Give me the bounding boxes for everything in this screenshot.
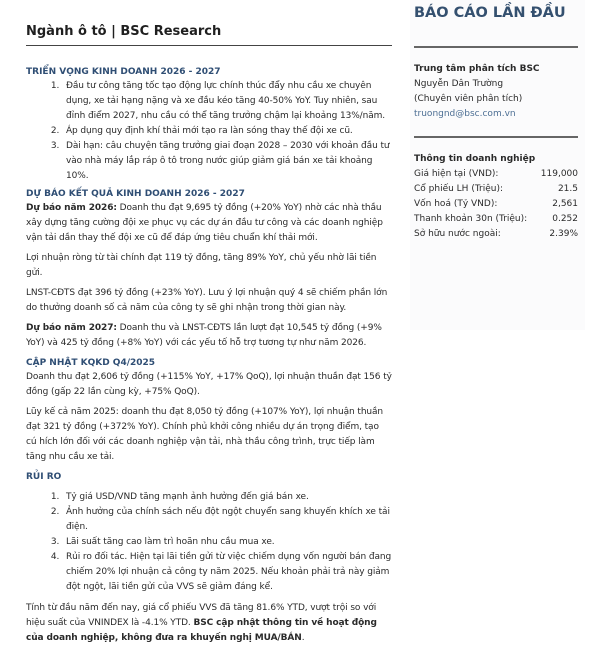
outlook-list bbox=[46, 79, 392, 184]
info-row bbox=[414, 212, 578, 227]
analyst-role: (Chuyên viên phân tích) bbox=[414, 94, 523, 104]
main-content bbox=[26, 24, 392, 646]
text: Doanh thu đạt 9,695 tỷ đồng (+20% YoY) nhờ các nhà thầu xây dựng tăng cường đội xe phục vụ các dự án đầu tư công và các doanh nghiệp vận tải dần thay thế đội xe cũ để đáp ứng tiêu chuẩn khí thải mới. bbox=[26, 203, 383, 243]
page-title: Ngành ô tô | BSC Research bbox=[26, 24, 392, 46]
list-item: 3. Dài hạn: câu chuyện tăng trưởng giai đoạn 2028 – 2030 với khoản đầu tư vào nhà máy lắp ráp ô tô trong nước giúp giảm giá bán xe tải khoảng 10%. bbox=[62, 139, 392, 184]
analyst-info bbox=[414, 62, 578, 122]
info-value: 21.5 bbox=[557, 184, 578, 194]
info-label: Cổ phiếu LH (Triệu): bbox=[414, 184, 503, 194]
info-row bbox=[414, 227, 578, 242]
list-item: 2. Ảnh hưởng của chính sách nếu đột ngột chuyển sang khuyến khích xe tải điện. bbox=[62, 505, 392, 535]
label: Dự báo năm 2027: bbox=[26, 323, 117, 333]
info-label: Vốn hoá (Tỷ VND): bbox=[414, 199, 498, 209]
risks-list bbox=[46, 490, 392, 595]
outlook-heading: TRIỂN VỌNG KINH DOANH 2026 - 2027 bbox=[26, 67, 221, 77]
info-label: Sở hữu nước ngoài: bbox=[414, 229, 501, 239]
analyst-org: Trung tâm phân tích BSC bbox=[414, 64, 540, 74]
company-info-heading: Thông tin doanh nghiệp bbox=[414, 154, 536, 164]
info-value: 2.39% bbox=[549, 229, 578, 239]
financial-income: Lợi nhuận ròng từ tài chính đạt 119 tỷ đồng, tăng 89% YoY, chủ yếu nhờ lãi tiền gửi. bbox=[26, 253, 377, 278]
divider bbox=[414, 46, 578, 48]
update-heading: CẬP NHẬT KQKD Q4/2025 bbox=[26, 358, 156, 368]
list-item: 2. Áp dụng quy định khí thải mới tạo ra làn sóng thay thế đội xe cũ. bbox=[62, 124, 392, 139]
list-item: 1. Tỷ giá USD/VND tăng mạnh ảnh hưởng đến giá bán xe. bbox=[62, 490, 392, 505]
list-item: 1. Đầu tư công tăng tốc tạo động lực chính thúc đẩy nhu cầu xe chuyên dụng, xe tải hạng nặng và xe đầu kéo tăng 40-50% YoY. Tuy nhiên, sau đỉnh điểm 2027, nhu cầu có thể tăng trưởng chậm lại khoảng 13%/năm. bbox=[62, 79, 392, 124]
bold-text: BSC cập nhật thông tin về hoạt động của doanh nghiệp, không đưa ra khuyến nghị MUA/BÁN bbox=[26, 618, 377, 643]
text: Tính từ đầu năm đến nay, giá cổ phiếu VVS đã tăng 81.6% YTD, vượt trội so với hiệu suất của VNINDEX là -4.1% YTD. bbox=[26, 603, 377, 628]
lnst-forecast: LNST-CĐTS đạt 396 tỷ đồng (+23% YoY). Lưu ý lợi nhuận quý 4 sẽ chiếm phần lớn do thưởng doanh số cả năm của công ty sẽ ghi nhận trong thời gian này. bbox=[26, 288, 388, 313]
list-item: 4. Rủi ro đối tác. Hiện tại lãi tiền gửi từ việc chiếm dụng vốn người bán đang chiếm 20% lợi nhuận cả công ty năm 2025. Nếu khoản phải trả này giảm đột ngột, lãi tiền gửi của VVS sẽ giảm đáng kể. bbox=[62, 550, 392, 595]
sidebar-panel bbox=[410, 0, 585, 330]
info-row bbox=[414, 167, 578, 182]
info-value: 0.252 bbox=[552, 214, 578, 224]
divider bbox=[414, 136, 578, 138]
info-value: 2,561 bbox=[552, 199, 578, 209]
text: Doanh thu và LNST-CĐTS lần lượt đạt 10,545 tỷ đồng (+9% YoY) và 425 tỷ đồng (+8% YoY) với các yếu tố hỗ trợ tương tự như năm 2026. bbox=[26, 323, 382, 348]
list-item: 3. Lãi suất tăng cao làm trì hoãn nhu cầu mua xe. bbox=[62, 535, 392, 550]
forecast-heading: DỰ BÁO KẾT QUẢ KINH DOANH 2026 - 2027 bbox=[26, 189, 245, 199]
info-row bbox=[414, 197, 578, 212]
conclusion bbox=[26, 601, 392, 646]
info-label: Thanh khoản 30n (Triệu): bbox=[414, 214, 528, 224]
analyst-email[interactable]: truongnd@bsc.com.vn bbox=[414, 109, 516, 119]
forecast-2026 bbox=[26, 201, 392, 246]
text: . bbox=[301, 633, 305, 643]
fy-update: Lũy kế cả năm 2025: doanh thu đạt 8,050 tỷ đồng (+107% YoY), lợi nhuận thuần đạt 321 tỷ đồng (+372% YoY). Chính phủ khởi công nhiều dự án trọng điểm, tạo cú hích lớn đối với các doanh nghiệp vận tải, nhà thầu công trình, trực tiếp làm tăng nhu cầu xe tải. bbox=[26, 407, 384, 462]
label: Dự báo năm 2026: bbox=[26, 203, 117, 213]
analyst-name: Nguyễn Dân Trường bbox=[414, 79, 504, 89]
report-type-title: BÁO CÁO LẦN ĐẦU bbox=[414, 5, 566, 21]
info-row bbox=[414, 182, 578, 197]
forecast-2027 bbox=[26, 321, 392, 351]
q4-update: Doanh thu đạt 2,606 tỷ đồng (+115% YoY, +17% QoQ), lợi nhuận thuần đạt 156 tỷ đồng (gấp 22 lần cùng kỳ, +75% QoQ). bbox=[26, 372, 392, 397]
info-label: Giá hiện tại (VND): bbox=[414, 169, 499, 179]
risks-heading: RỦI RO bbox=[26, 472, 62, 482]
company-info bbox=[414, 152, 578, 242]
info-value: 119,000 bbox=[540, 169, 578, 179]
